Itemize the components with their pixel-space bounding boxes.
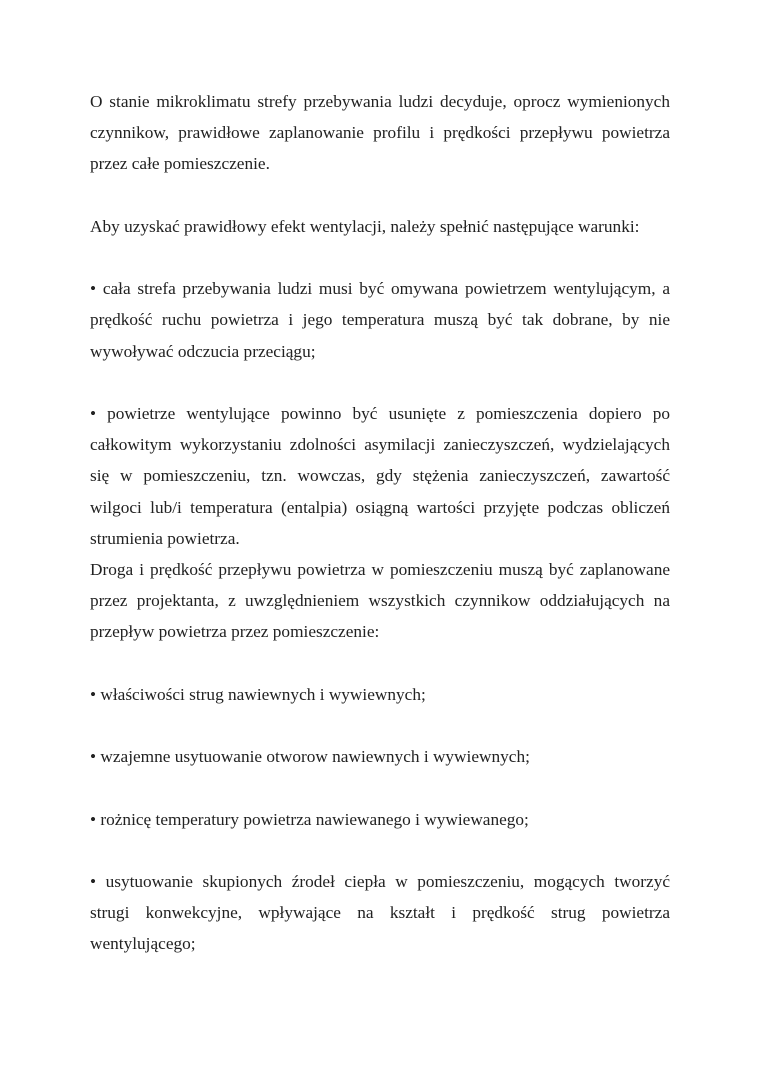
document-body — [90, 86, 670, 960]
paragraph-airflow-path: Droga i prędkość przepływu powietrza w pomieszczeniu muszą być zaplanowane przez projektanta, z uwzględnieniem wszystkich czynnikow oddziałujących na przepływ powietrza przez pomieszczenie: — [90, 560, 670, 642]
paragraph-conditions-lead: Aby uzyskać prawidłowy efekt wentylacji, należy spełnić następujące warunki: — [90, 216, 640, 236]
bullet-jet-properties: • właściwości strug nawiewnych i wywiewnych; — [90, 684, 426, 704]
bullet-opening-placement: • wzajemne usytuowanie otworow nawiewnych i wywiewnych; — [90, 747, 530, 767]
paragraph-intro: O stanie mikroklimatu strefy przebywania ludzi decyduje, oprocz wymienionych czynnikow, prawidłowe zaplanowanie profilu i prędkości przepływu powietrza przez całe pomieszczenie. — [90, 92, 670, 174]
bullet-ventilated-zone: • cała strefa przebywania ludzi musi być omywana powietrzem wentylującym, a prędkość ruchu powietrza i jego temperatura muszą być tak dobrane, by nie wywoływać odczucia przeciągu; — [90, 279, 670, 361]
bullet-temperature-difference: • rożnicę temperatury powietrza nawiewanego i wywiewanego; — [90, 809, 529, 829]
bullet-air-removal: • powietrze wentylujące powinno być usunięte z pomieszczenia dopiero po całkowitym wykorzystaniu zdolności asymilacji zanieczyszczeń, wydzielających się w pomieszczeniu, tzn. wowczas, gdy stężenia zanieczyszczeń, zawartość wilgoci lub/i temperatura (entalpia) osiągną wartości przyjęte podczas obliczeń strumienia powietrza. — [90, 403, 670, 548]
bullet-heat-sources: • usytuowanie skupionych źrodeł ciepła w pomieszczeniu, mogących tworzyć strugi konwekcyjne, wpływające na kształt i prędkość strug powietrza wentylującego; — [90, 871, 670, 954]
